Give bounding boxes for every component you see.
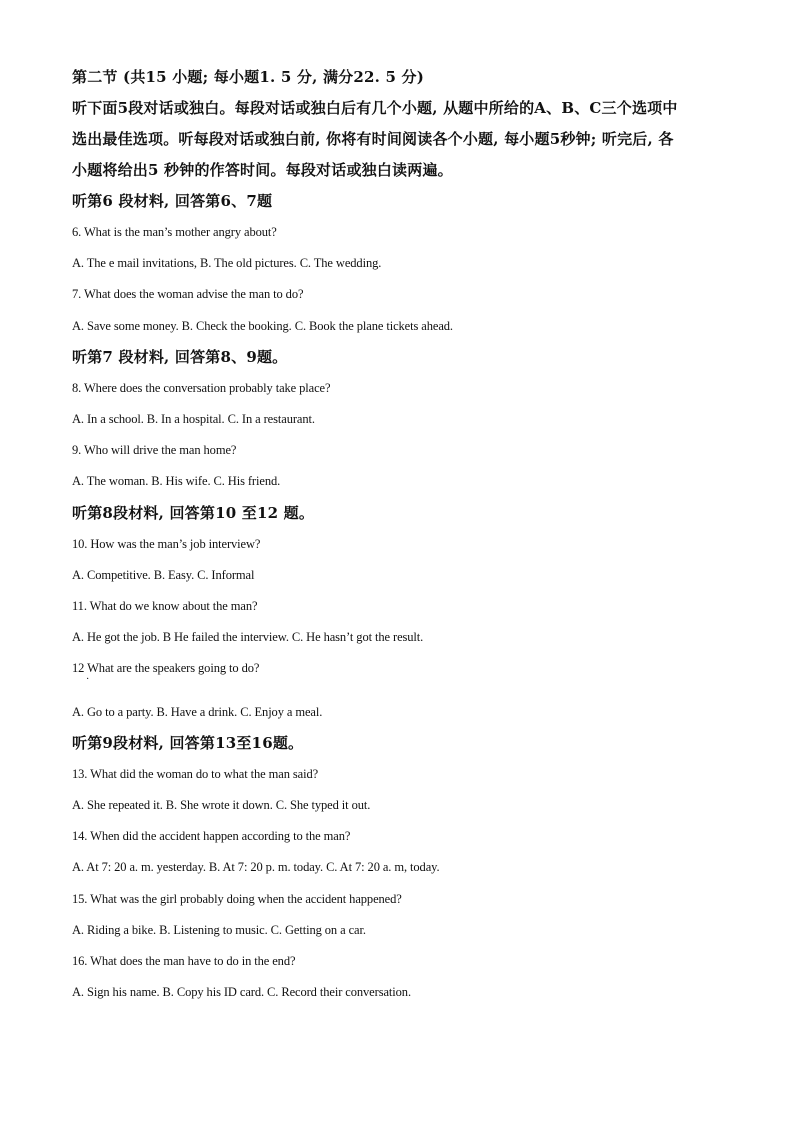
question-text: 10. How was the man’s job interview? [72,536,261,551]
question-options: A. At 7: 20 a. m. yesterday. B. At 7: 20 p. m. today. C. At 7: 20 a. m, today. [72,860,440,875]
exam-page [72,62,732,1008]
group-heading: 听第8段材料, 回答第10 至12 题。 [72,503,315,522]
question-text: 11. What do we know about the man? [72,599,258,614]
stray-dot-mark: · [86,673,90,685]
question-options: A. Sign his name. B. Copy his ID card. C. Record their conversation. [72,985,411,1000]
group-heading: 听第6 段材料, 回答第6、7题 [72,192,273,210]
question-text: 12 What are the speakers going to do? [72,661,260,676]
group-heading: 听第9段材料, 回答第13至16题。 [72,733,304,752]
question-options: A. Riding a bike. B. Listening to music. C. Getting on a car. [72,922,366,937]
question-options: A. He got the job. B He failed the interview. C. He hasn’t got the result. [72,630,424,645]
question-options: A. In a school. B. In a hospital. C. In a restaurant. [72,412,315,427]
question-options: A. She repeated it. B. She wrote it down. C. She typed it out. [72,798,371,813]
question-options: A. The e mail invitations, B. The old pictures. C. The wedding. [72,256,382,271]
instruction-line-2: 选出最佳选项。听每段对话或独白前, 你将有时间阅读各个小题, 每小题5秒钟; 听完后, 各 [72,130,674,148]
question-text: 13. What did the woman do to what the man said? [72,766,319,781]
instruction-line-1: 听下面5段对话或独白。每段对话或独白后有几个小题, 从题中所给的A、B、C三个选项中 [72,99,678,117]
section-title: 第二节 (共15 小题; 每小题1. 5 分, 满分22. 5 分) [72,68,425,86]
instruction-line-3: 小题将给出5 秒钟的作答时间。每段对话或独白读两遍。 [72,161,453,179]
stray-dot [72,673,732,697]
question-options: A. Go to a party. B. Have a drink. C. Enjoy a meal. [72,704,323,719]
question-options: A. Competitive. B. Easy. C. Informal [72,567,255,582]
group-heading: 听第7 段材料, 回答第8、9题。 [72,347,288,366]
question-text: 15. What was the girl probably doing when the accident happened? [72,891,402,906]
question-options: A. The woman. B. His wife. C. His friend. [72,474,281,489]
question-options: A. Save some money. B. Check the booking. C. Book the plane tickets ahead. [72,318,453,333]
question-text: 16. What does the man have to do in the end? [72,954,296,969]
question-text: 7. What does the woman advise the man to do? [72,287,304,302]
question-text: 6. What is the man’s mother angry about? [72,225,277,239]
question-text: 8. Where does the conversation probably take place? [72,380,331,395]
question-text: 9. Who will drive the man home? [72,443,237,458]
question-text: 14. When did the accident happen according to the man? [72,829,351,844]
